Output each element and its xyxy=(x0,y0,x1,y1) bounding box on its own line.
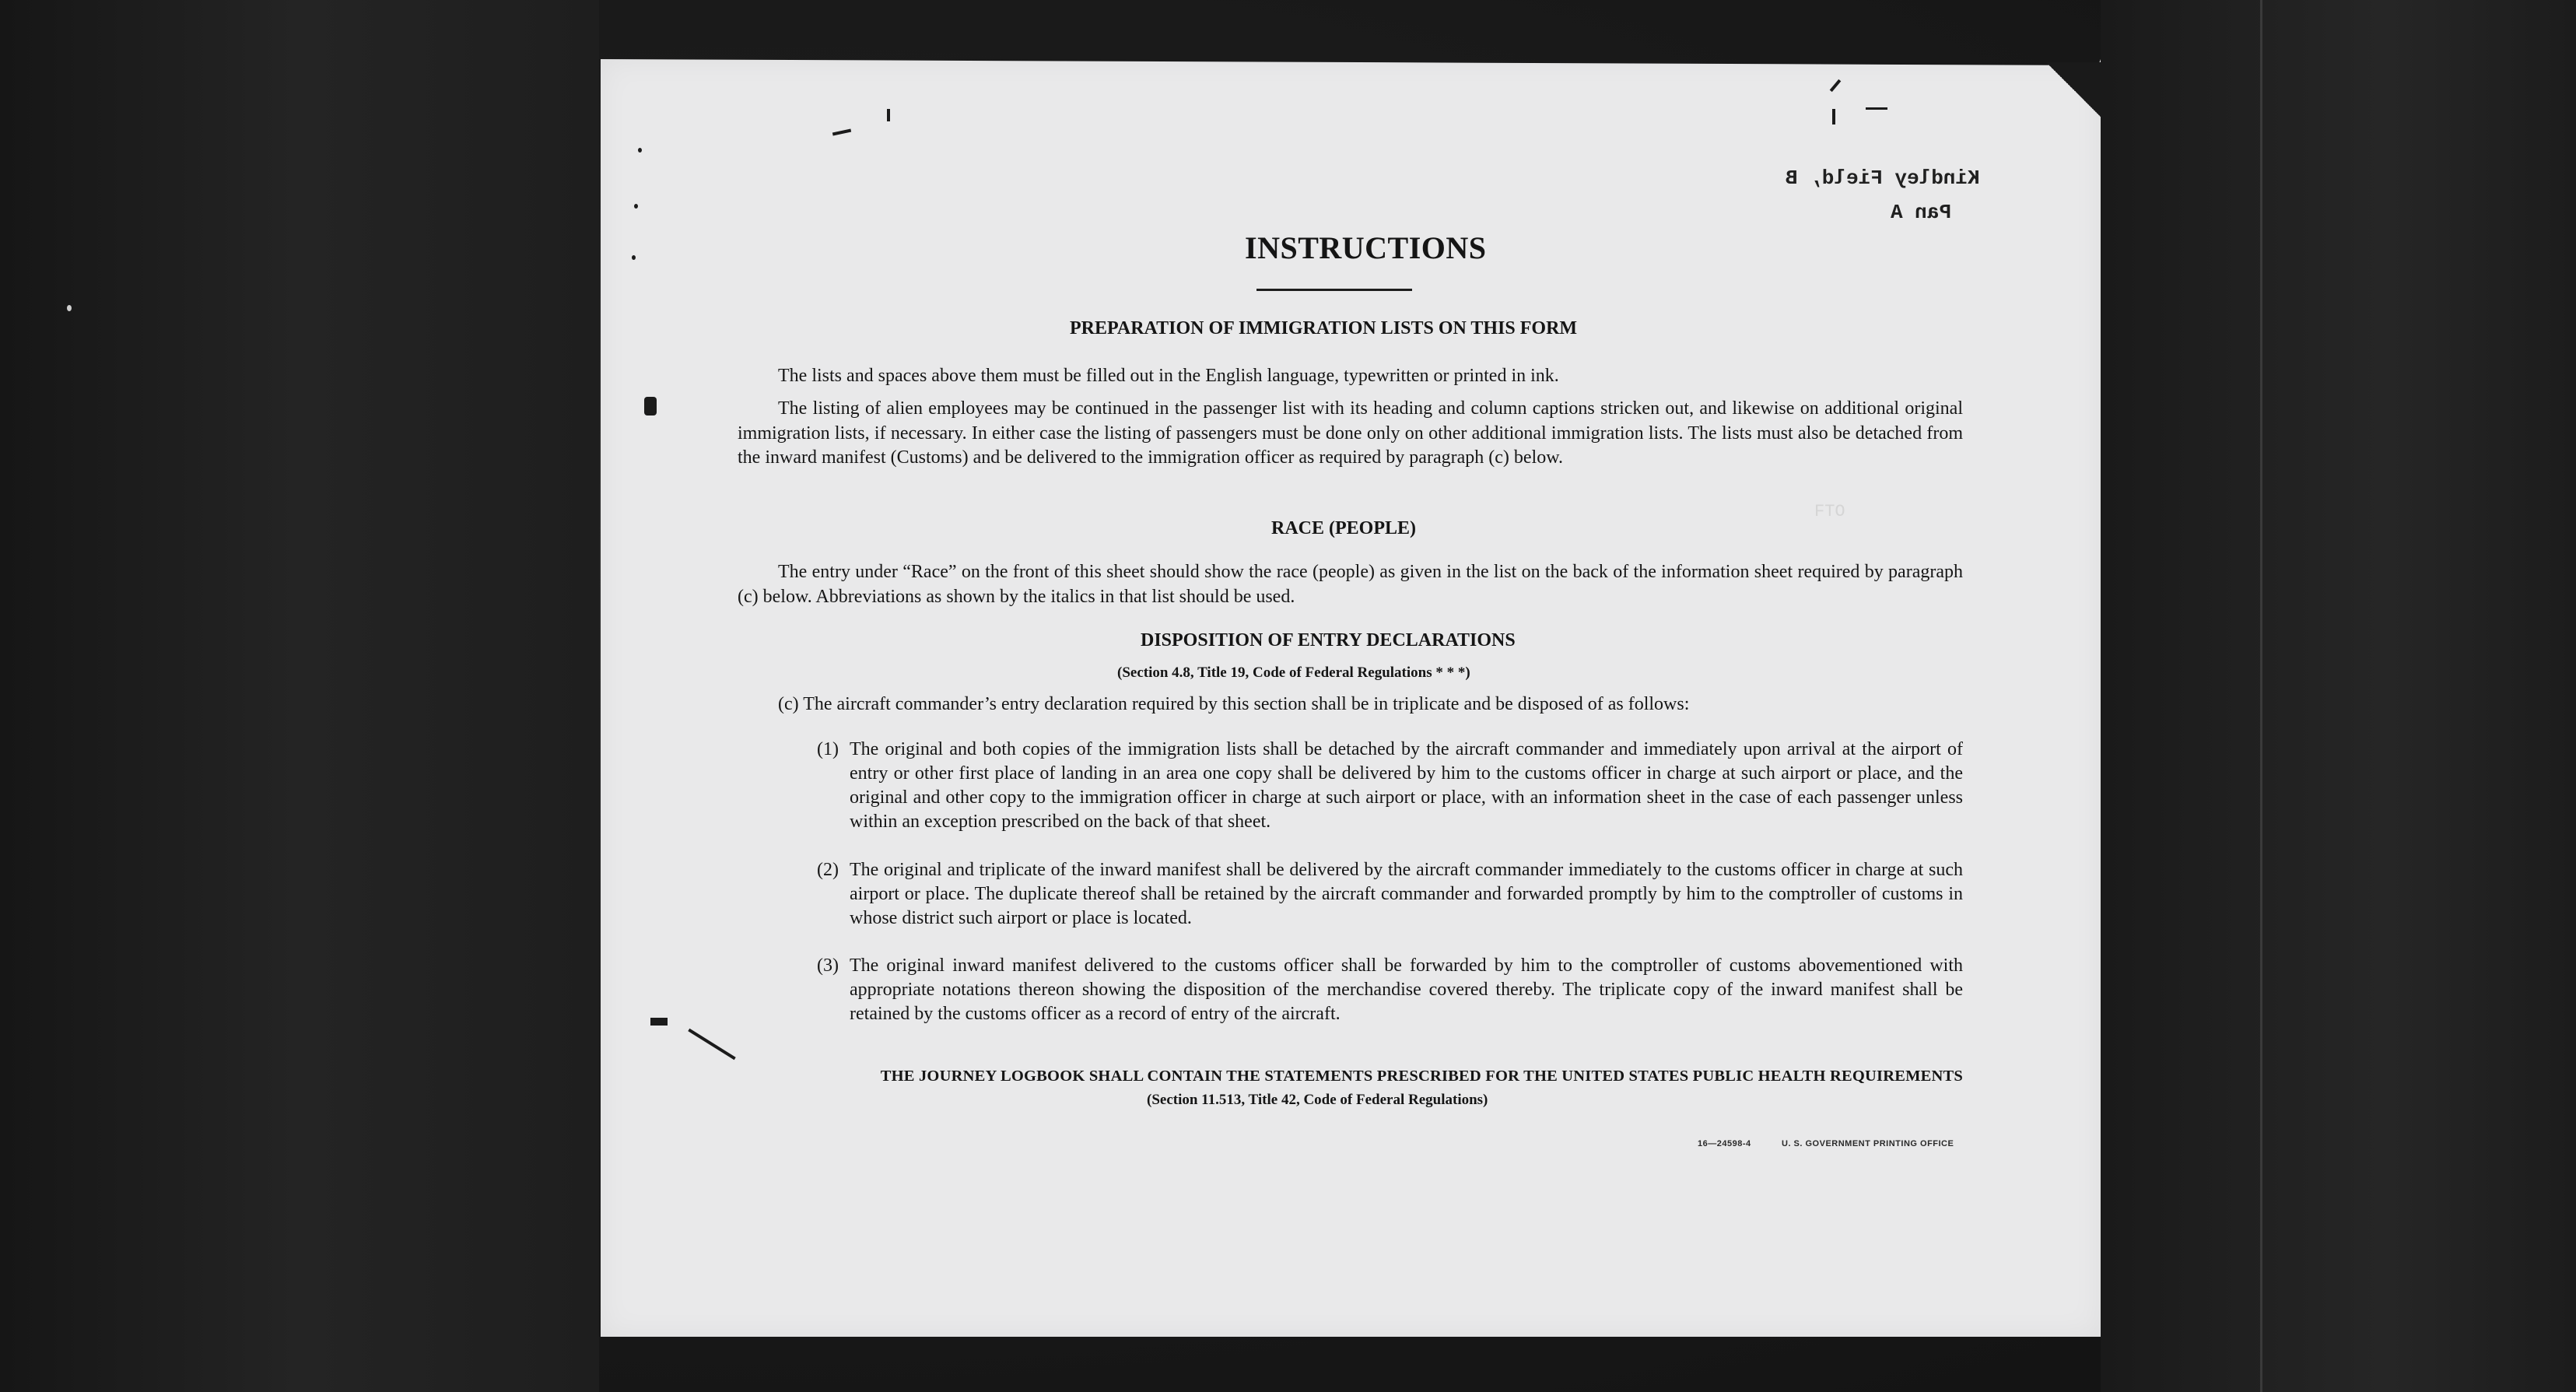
item-number: (1) xyxy=(817,739,839,759)
page-title: INSTRUCTIONS xyxy=(1245,230,1487,265)
margin-mark xyxy=(650,1018,668,1026)
item-text: The original and triplicate of the inward manifest shall be delivered by the aircraft commander immediately to the customs officer in charge at such airport or place. The duplicate thereof shall be retained by the aircraft commander and forwarded promptly by him to the comptroller of customs in whose district such airport or place is located. xyxy=(850,860,1963,928)
title-underline xyxy=(1256,289,1412,291)
race-paragraph-text: The entry under “Race” on the front of this sheet should show the race (people) as given in the list on the back of the information sheet required by paragraph (c) below. Abbreviations as shown by the italics in that list should be used. xyxy=(738,562,1963,607)
print-code: 16—24598-4 xyxy=(1698,1139,1751,1148)
dust-speck xyxy=(67,305,72,311)
margin-dot xyxy=(634,204,638,209)
preparation-paragraph-2 xyxy=(738,397,1963,471)
preparation-paragraph-2-text: The listing of alien employees may be continued in the passenger list with its heading and column captions stricken out, and likewise on additional original immigration lists, if necessary. In either case the listing of passengers must be done only on other additional immigration lists. The lists must also be detached from the inward manifest (Customs) and be delivered to the immigration officer as required by paragraph (c) below. xyxy=(738,398,1963,468)
bleed-through-text-line2: Pan A xyxy=(1891,201,1952,224)
health-heading: THE JOURNEY LOGBOOK SHALL CONTAIN THE STATEMENTS PRESCRIBED FOR THE UNITED STATES PUBLIC HEALTH REQUIREMENTS xyxy=(880,1068,1963,1085)
scanner-right-margin xyxy=(2101,0,2576,1392)
item-number: (3) xyxy=(817,955,839,976)
race-paragraph xyxy=(738,560,1963,609)
page-corner-tear xyxy=(2046,62,2101,117)
margin-dot xyxy=(638,148,642,153)
item-text: The original and both copies of the immigration lists shall be detached by the aircraft commander and immediately upon arrival at the airport of entry or other first place of landing in an area one copy shall be delivered by him to the customs officer in charge at such airport or place, and the original and other copy to the immigration officer in charge at such airport or place, with an information sheet in the case of each passenger unless within an exception prescribed on the back of that sheet. xyxy=(850,739,1963,832)
disposition-heading: DISPOSITION OF ENTRY DECLARATIONS xyxy=(1141,630,1516,650)
preparation-paragraph-1-text: The lists and spaces above them must be filled out in the English language, typewritten or printed in ink. xyxy=(778,366,1559,386)
preparation-paragraph-1 xyxy=(738,364,1963,389)
preparation-heading: PREPARATION OF IMMIGRATION LISTS ON THIS FORM xyxy=(1070,318,1578,338)
item-number: (2) xyxy=(817,860,839,880)
disposition-intro: (c) The aircraft commander’s entry declaration required by this section shall be in triplicate and be disposed of as follows: xyxy=(778,694,1690,714)
margin-mark xyxy=(1866,107,1887,110)
printer-imprint: U. S. GOVERNMENT PRINTING OFFICE xyxy=(1782,1139,1954,1148)
margin-mark xyxy=(644,397,657,415)
race-heading: RACE (PEOPLE) xyxy=(1271,518,1416,538)
disposition-subheading: (Section 4.8, Title 19, Code of Federal Regulations * * *) xyxy=(1117,664,1470,681)
margin-mark xyxy=(887,109,890,121)
scanner-left-margin xyxy=(0,0,599,1392)
item-text: The original inward manifest delivered to the customs officer shall be forwarded by him to the comptroller of customs abovementioned with appropriate notations thereon showing the disposition of the merchandise covered thereby. The triplicate copy of the inward manifest shall be retained by the customs officer as a record of entry of the aircraft. xyxy=(850,955,1963,1024)
health-subheading: (Section 11.513, Title 42, Code of Federal Regulations) xyxy=(1147,1092,1488,1108)
margin-mark xyxy=(1832,109,1835,124)
stray-ghost-mark: FTO xyxy=(1814,502,1845,521)
film-edge-line xyxy=(2260,0,2262,1392)
margin-dot xyxy=(632,255,636,260)
disposition-item-3 xyxy=(817,954,1963,1026)
bleed-through-text-line1: Kindley Field, B xyxy=(1786,167,1980,190)
disposition-item-2 xyxy=(817,858,1963,931)
disposition-item-1 xyxy=(817,738,1963,834)
